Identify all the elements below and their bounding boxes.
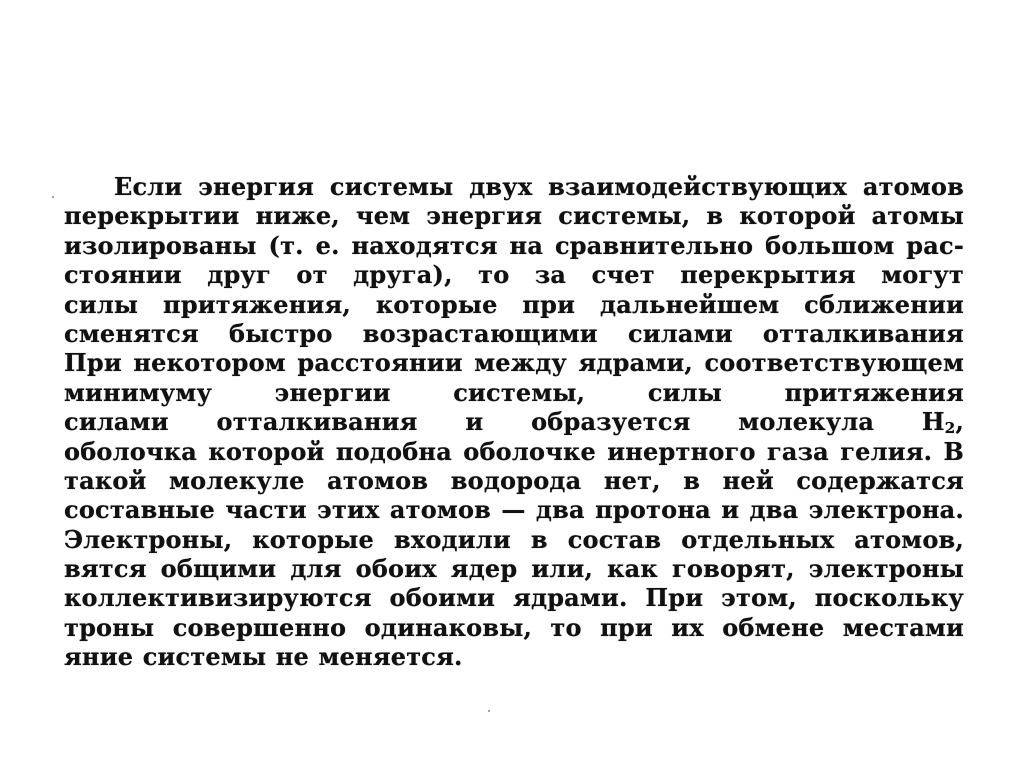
text-line: коллективизируются обоими ядрами. При этом, поскольку [64, 583, 964, 613]
text-line: яние системы не меняется. [64, 642, 463, 672]
text-line: стоянии друг от друга), то за счет перекрытия могут [64, 260, 964, 290]
text-line: сменятся быстро возрастающими силами отталкивания [64, 318, 964, 348]
text-line: минимуму энергии системы, силы притяжения [64, 377, 964, 407]
scan-speck [52, 196, 54, 198]
text-line: троны совершенно одинаковы, то при их обмене местами [64, 612, 964, 642]
text-line: Электроны, которые входили в состав отдельных атомов, [64, 524, 964, 554]
scan-speck [488, 710, 490, 712]
formula-subscript: 2 [944, 419, 956, 437]
text-line: При некотором расстоянии между ядрами, соответствующем [64, 348, 964, 378]
text-line-with-formula [64, 407, 964, 436]
text-line: такой молекуле атомов водорода нет, в ней содержатся [64, 465, 964, 495]
text-line-head: силами отталкивания и образуется молекула H [64, 407, 945, 437]
text-line: составные части этих атомов — два протона и два электрона. [64, 495, 964, 525]
text-line: Если энергия системы двух взаимодействующих атомов [114, 172, 964, 201]
text-line-tail: , [955, 407, 964, 437]
text-line: вятся общими для обоих ядер или, как говорят, электроны [64, 554, 964, 584]
text-line: перекрытии ниже, чем энергия системы, в которой атомы [64, 201, 964, 231]
text-line: оболочка которой подобна оболочке инертного газа гелия. В [64, 436, 964, 466]
text-line: изолированы (т. е. находятся на сравнительно большом рас- [64, 230, 964, 260]
body-paragraph [64, 172, 964, 672]
text-line: силы притяжения, которые при дальнейшем сближении [64, 289, 964, 319]
